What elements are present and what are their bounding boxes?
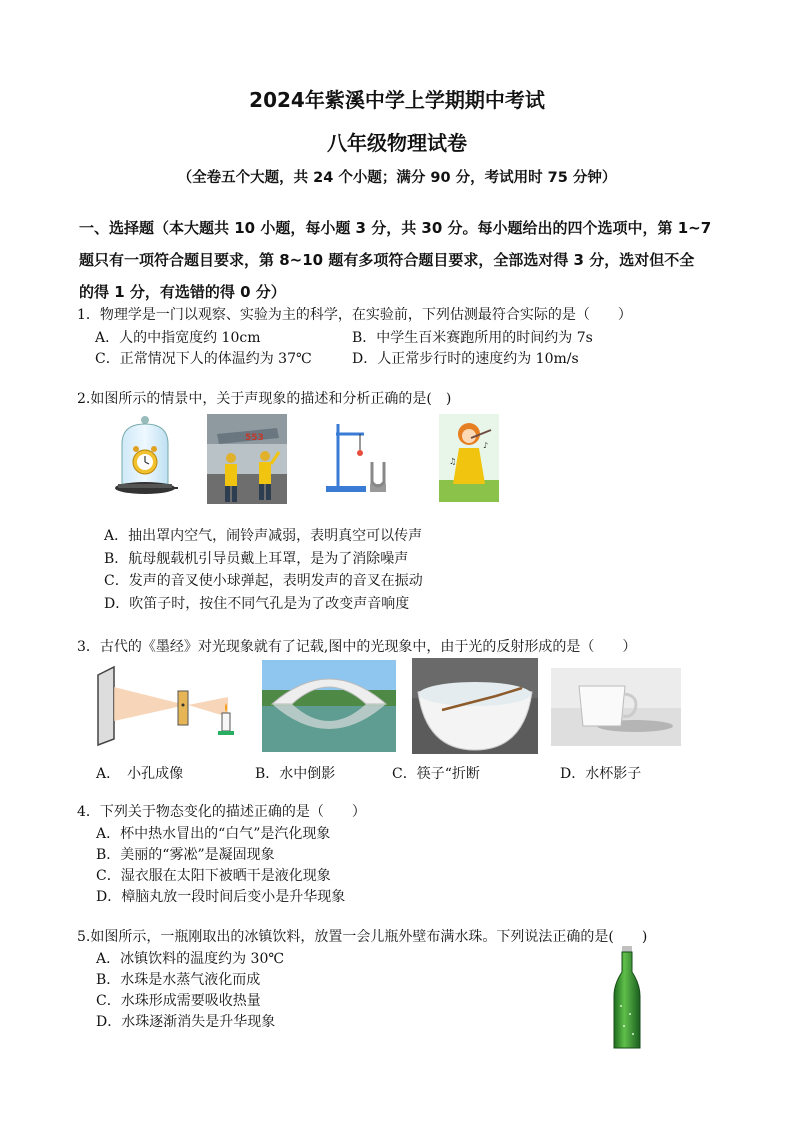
q4-option-d: D．樟脑丸放一段时间后变小是升华现象 [96, 889, 346, 905]
q5-option-b: B．水珠是水蒸气液化而成 [96, 972, 261, 988]
q1-stem: 1．物理学是一门以观察、实验为主的科学，在实验前，下列估测最符合实际的是（ ） [77, 307, 632, 323]
q3-caption-d: D．水杯影子 [560, 766, 642, 782]
paper-subtitle: 八年级物理试卷 [327, 131, 467, 155]
q2-option-c: C．发声的音叉使小球弹起，表明发声的音叉在振动 [104, 573, 423, 589]
section-line-3: 的得 1 分，有选错的得 0 分） [79, 283, 286, 301]
pinhole-figure [94, 665, 240, 747]
green-bottle-figure [612, 944, 642, 1052]
q3-caption-a: A． 小孔成像 [96, 766, 184, 782]
q2-stem: 2.如图所示的情景中，关于声现象的描述和分析正确的是( ) [77, 391, 452, 407]
section-line-1: 一、选择题（本大题共 10 小题，每小题 3 分，共 30 分。每小题给出的四个选项中，第 1~7 [79, 219, 712, 237]
chopsticks-bowl-figure [412, 658, 538, 754]
q2-option-b: B．航母舰载机引导员戴上耳罩，是为了消除噪声 [104, 551, 409, 567]
q4-option-b: B．美丽的“雾凇”是凝固现象 [96, 847, 275, 863]
carrier-deck-figure [207, 414, 287, 504]
q3-caption-c: C．筷子“折断 [392, 766, 480, 782]
q1-option-d: D．人正常步行时的速度约为 10m/s [352, 351, 579, 367]
cup-shadow-figure [551, 668, 681, 746]
q1-option-b: B．中学生百米赛跑所用的时间约为 7s [352, 330, 593, 346]
q1-option-a: A．人的中指宽度约 10cm [95, 330, 261, 346]
q5-option-a: A．冰镇饮料的温度约为 30℃ [96, 951, 285, 967]
tuning-fork-figure [324, 414, 394, 496]
q5-stem: 5.如图所示，一瓶刚取出的冰镇饮料，放置一会儿瓶外壁布满水珠。下列说法正确的是( ) [77, 929, 648, 945]
flute-girl-figure [439, 414, 499, 502]
q3-caption-b: B．水中倒影 [255, 766, 336, 782]
q4-option-c: C．湿衣服在太阳下被晒干是液化现象 [96, 868, 331, 884]
svg-text:♪: ♪ [483, 441, 489, 450]
exam-title: 2024年紫溪中学上学期期中考试 [249, 88, 545, 112]
q5-option-d: D．水珠逐渐消失是升华现象 [96, 1014, 276, 1030]
section-line-2: 题只有一项符合题目要求，第 8~10 题有多项符合题目要求，全部选对得 3 分，选对但不全 [79, 251, 695, 269]
q4-stem: 4．下列关于物态变化的描述正确的是（ ） [77, 804, 366, 820]
q3-stem: 3．古代的《墨经》对光现象就有了记载,图中的光现象中，由于光的反射形成的是（ ） [77, 639, 637, 655]
svg-text:♫: ♫ [449, 457, 457, 466]
section-heading [79, 212, 719, 308]
q4-option-a: A．杯中热水冒出的“白气”是汽化现象 [96, 826, 331, 842]
q1-option-c: C．正常情况下人的体温约为 37℃ [95, 351, 312, 367]
jet-number: 553 [245, 433, 264, 443]
q2-option-a: A．抽出罩内空气，闹铃声减弱，表明真空可以传声 [104, 528, 423, 544]
exam-note: （全卷五个大题，共 24 个小题；满分 90 分，考试用时 75 分钟） [177, 170, 617, 186]
q2-option-d: D．吹笛子时，按住不同气孔是为了改变声音响度 [104, 596, 410, 612]
bridge-reflection-figure [262, 660, 396, 752]
q5-option-c: C．水珠形成需要吸收热量 [96, 993, 261, 1009]
bell-jar-figure [110, 414, 180, 496]
